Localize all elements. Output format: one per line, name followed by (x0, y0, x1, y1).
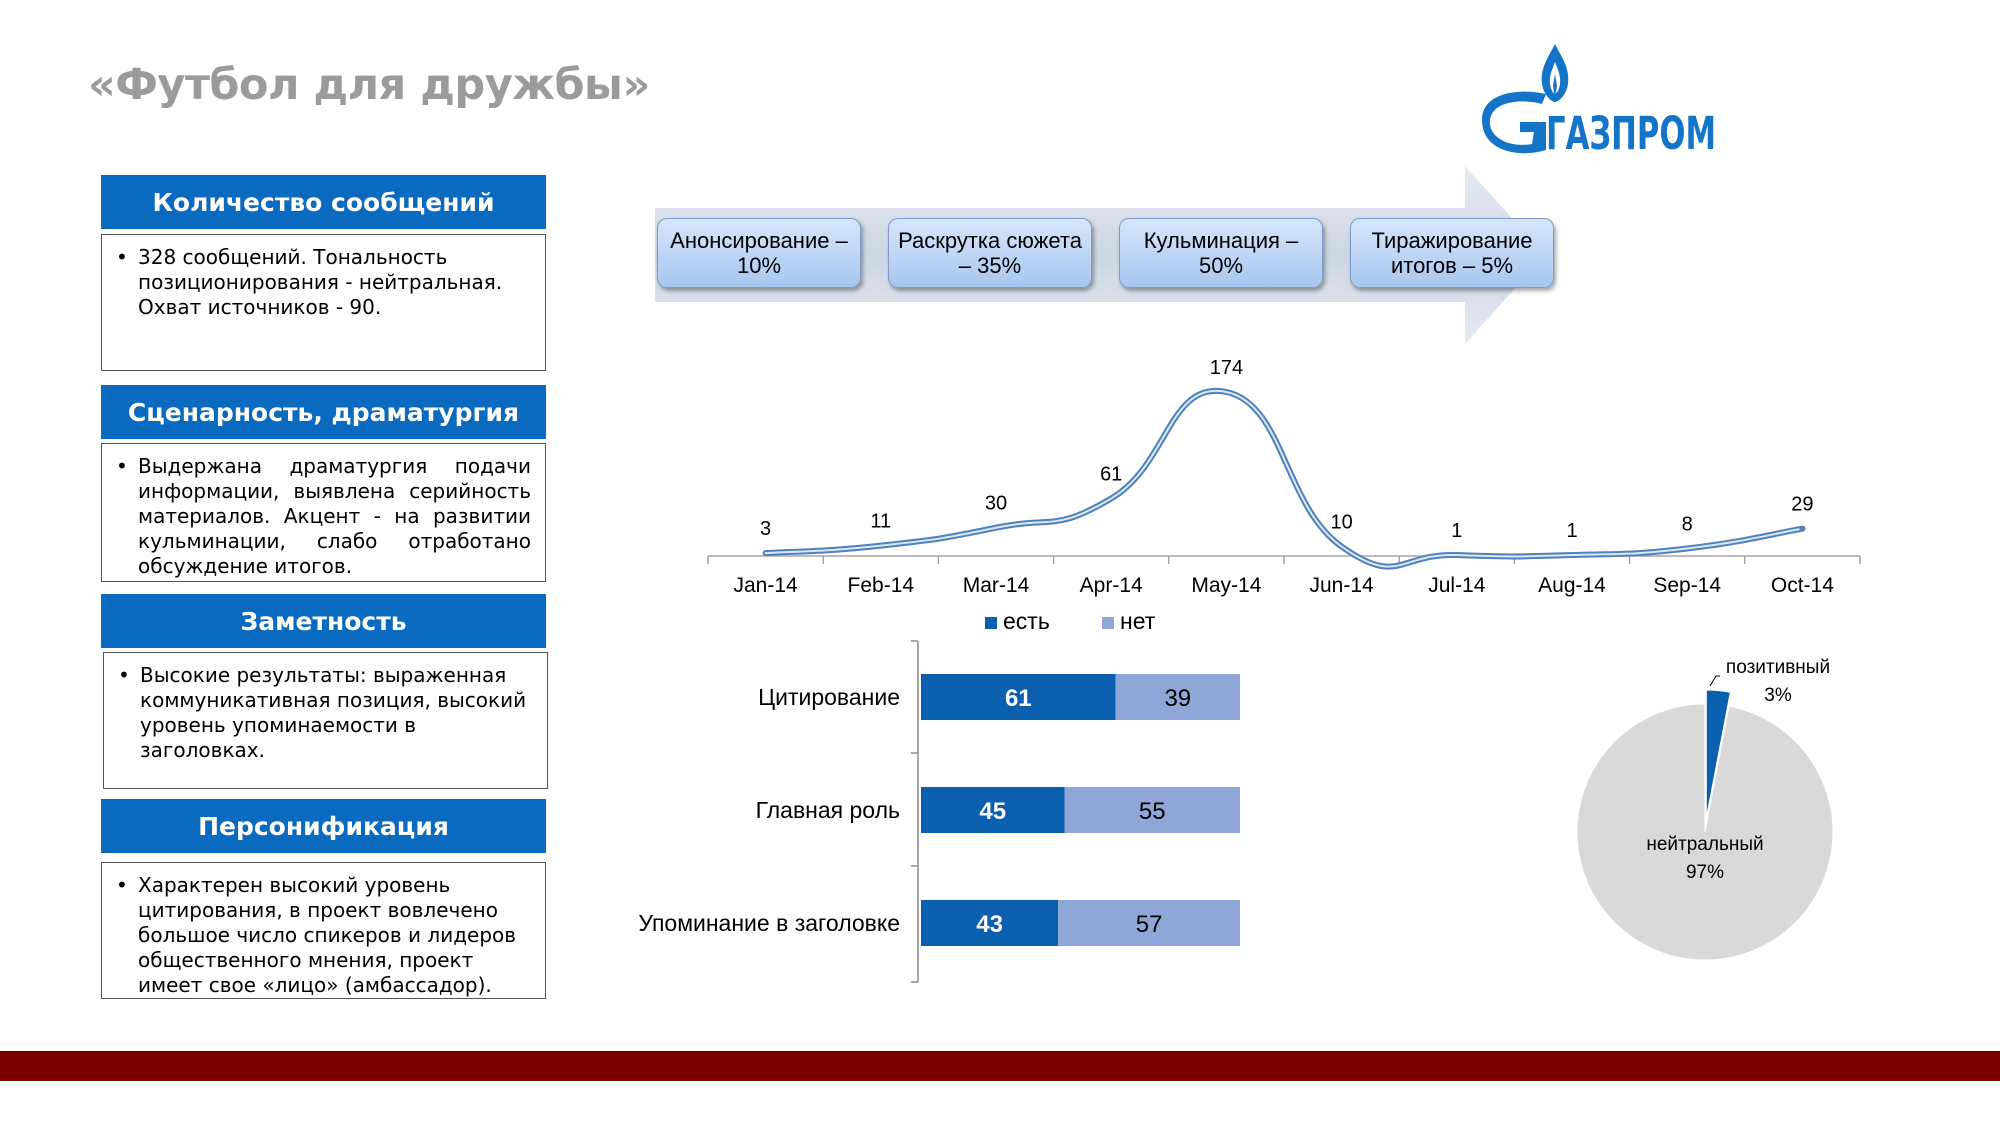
section-box-scenario (101, 443, 546, 582)
bullet-marker: • (116, 245, 128, 269)
pie-slice (1577, 704, 1833, 960)
section-text-scenario: Выдержана драматургия подачи информации, выявлена серийность материалов. Акцент - на развитии кульминации, слабо отработано обсуждение итогов. (138, 454, 531, 578)
data-label: 30 (984, 492, 1008, 515)
svg-text:ГАЗПРОМ: ГАЗПРОМ (1546, 107, 1716, 160)
section-text-visibility: Высокие результаты: выраженная коммуникативная позиция, высокий уровень упоминаемости в заголовках. (140, 663, 527, 762)
series-line-highlight (766, 391, 1803, 567)
legend-swatch (985, 617, 997, 629)
stage-announcement: Анонсирование – 10% (657, 218, 861, 288)
bullet-marker: • (116, 873, 128, 897)
gazprom-logo (1480, 36, 1720, 160)
x-tick-label: Jul-14 (1428, 574, 1486, 597)
leader-line (1710, 676, 1720, 686)
data-label: 1 (1566, 520, 1578, 543)
x-tick-label: Mar-14 (962, 574, 1030, 597)
legend-label: нет (1120, 608, 1156, 634)
x-tick-label: Apr-14 (1079, 574, 1143, 597)
stage-promotion: Раскрутка сюжета – 35% (888, 218, 1092, 288)
section-header-scenario: Сценарность, драматургия (101, 385, 546, 439)
x-tick-label: Feb-14 (847, 574, 915, 597)
section-box-messages (101, 234, 546, 371)
slide-title: «Футбол для дружбы» (88, 60, 650, 110)
data-label: 3 (760, 518, 772, 541)
section-header-visibility: Заметность (101, 594, 546, 648)
category-label: Упоминание в заголовке (638, 910, 900, 936)
slice-label: нейтральный (1646, 834, 1764, 855)
legend-label: есть (1003, 608, 1050, 634)
data-label: 10 (1330, 511, 1353, 534)
bar-value-label: 39 (1164, 685, 1192, 712)
data-label: 29 (1791, 493, 1814, 516)
bar-value-label: 45 (979, 798, 1007, 825)
bar-value-label: 43 (976, 911, 1003, 938)
x-tick-label: Oct-14 (1770, 574, 1834, 597)
slice-value-label: 97% (1685, 862, 1725, 883)
section-header-personification: Персонификация (101, 799, 546, 853)
data-label: 8 (1681, 513, 1693, 536)
data-label: 174 (1209, 357, 1244, 379)
x-tick-label: Jun-14 (1309, 574, 1374, 597)
bar-value-label: 61 (1004, 685, 1032, 712)
line-chart (690, 330, 1890, 610)
x-tick-label: May-14 (1191, 574, 1262, 597)
stage-culmination: Кульминация – 50% (1119, 218, 1323, 288)
pie-chart (1560, 645, 1900, 975)
slice-label: позитивный (1725, 657, 1831, 678)
category-label: Цитирование (758, 684, 900, 710)
bar-value-label: 57 (1135, 911, 1163, 938)
line-end-point (1799, 526, 1805, 532)
section-box-personification (101, 862, 546, 999)
data-label: 1 (1451, 520, 1463, 543)
data-label: 61 (1100, 463, 1123, 486)
data-label: 11 (870, 510, 892, 533)
stage-replication: Тиражирование итогов – 5% (1350, 218, 1554, 288)
x-tick-label: Aug-14 (1538, 574, 1606, 597)
x-tick-label: Sep-14 (1653, 574, 1722, 597)
bar-chart (600, 608, 1300, 995)
slice-value-label: 3% (1764, 685, 1792, 706)
bar-value-label: 55 (1138, 798, 1166, 825)
bullet-marker: • (118, 663, 130, 687)
section-box-visibility (103, 652, 548, 789)
footer-band (0, 1051, 2000, 1081)
section-header-messages: Количество сообщений (101, 175, 546, 229)
section-text-messages: 328 сообщений. Тональность позиционирования - нейтральная. Охват источников - 90. (138, 245, 503, 319)
legend-swatch (1102, 617, 1114, 629)
bullet-marker: • (116, 454, 128, 478)
section-text-personification: Характерен высокий уровень цитирования, в проект вовлечено большое число спикеров и лидеров общественного мнения, проект имеет свое «лицо» (амбассадор). (138, 873, 517, 997)
x-tick-label: Jan-14 (733, 574, 798, 597)
category-label: Главная роль (755, 797, 900, 823)
